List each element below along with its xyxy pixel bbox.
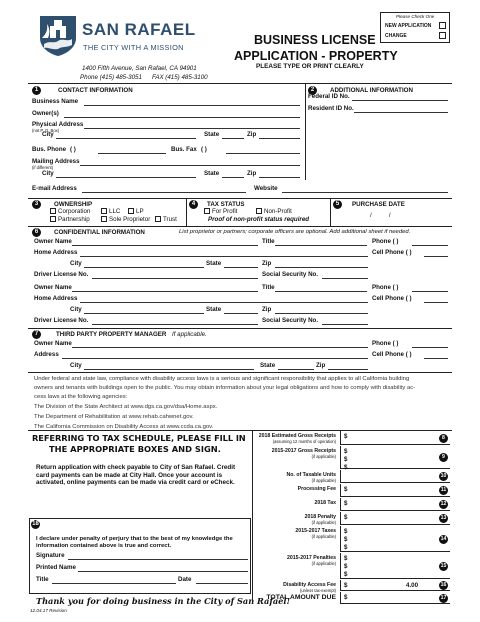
tax-row-sublabel: (if applicable)	[311, 478, 336, 483]
proof-nonprofit-note: Proof of non-profit status required	[208, 216, 310, 223]
owner-1-title-label-field[interactable]	[275, 245, 367, 246]
city-address: 1400 Fifth Avenue, San Rafael, CA 94901	[82, 65, 197, 72]
tax-table-divider	[252, 430, 253, 604]
physical-address-label: Physical Address	[32, 121, 84, 128]
tax-row-label: TOTAL AMOUNT DUE	[266, 594, 336, 601]
non-profit-checkbox[interactable]	[256, 208, 262, 214]
tax-amount-field[interactable]: $	[344, 456, 348, 463]
owner-2-ssn-label: Social Security No.	[262, 317, 319, 324]
owner-2-cell-phone-label: Cell Phone ( )	[372, 295, 412, 302]
section-2-border	[305, 84, 306, 180]
section-5-title: PURCHASE DATE	[352, 201, 405, 208]
sole-proprietor-option[interactable]	[101, 216, 150, 223]
revision-note: 12.04.17 Revision	[30, 608, 67, 613]
new-application-label: NEW APPLICATION	[385, 23, 432, 29]
tax-row	[340, 526, 450, 552]
mailing-address-field[interactable]	[80, 165, 300, 166]
section-4-title: TAX STATUS	[207, 201, 245, 208]
owner-1-phone-field[interactable]	[412, 245, 448, 246]
section-2-number: 2	[308, 86, 317, 95]
tax-row-sublabel: (if applicable)	[311, 520, 336, 525]
zip-label-2: Zip	[247, 170, 257, 177]
tax-heading-line1: REFERRING TO TAX SCHEDULE, PLEASE FILL IN	[32, 433, 246, 443]
section-4-border	[186, 199, 187, 226]
tax-row-number: 11	[440, 487, 447, 493]
title-field[interactable]	[52, 583, 176, 584]
tax-row-sublabel: (assuming 12 months of operation)	[272, 439, 336, 444]
owner-2-ssn-field[interactable]	[322, 324, 368, 325]
tax-amount-field[interactable]: $	[344, 563, 348, 570]
signature-label: Signature	[36, 552, 65, 559]
owner-2-title-label-field[interactable]	[275, 291, 367, 292]
manager-city-label: City	[70, 362, 82, 369]
tax-row-number: 12	[440, 501, 447, 507]
tax-row-number: 17	[440, 594, 447, 601]
owner-1-driver-license-label: Driver License No.	[34, 271, 89, 278]
purchase-date-field[interactable]: / /	[370, 212, 391, 219]
tax-amount-field[interactable]: $	[344, 448, 348, 455]
website-label: Website	[254, 185, 278, 192]
federal-id-field[interactable]	[352, 100, 448, 101]
section-4-number: 4	[189, 200, 198, 209]
tax-row-number: 8	[439, 434, 448, 443]
owner-1-home-address-label: Home Address	[34, 249, 78, 256]
owner-2-driver-license-field[interactable]	[92, 324, 258, 325]
tax-row-number: 9	[439, 453, 448, 462]
application-type-box	[380, 12, 450, 43]
physical-address-field[interactable]	[84, 128, 300, 129]
section-1-number: 1	[32, 86, 41, 95]
new-application-checkbox[interactable]	[439, 22, 446, 29]
owner-2-phone-label: Phone ( )	[372, 284, 399, 291]
bus-phone-label: Bus. Phone	[32, 146, 67, 153]
owner-2-phone-field[interactable]	[412, 291, 448, 292]
owner-2-home-address-label: Home Address	[34, 295, 78, 302]
accessibility-line-3: cess laws at the following agencies:	[34, 393, 128, 400]
thank-you-message: Thank you for doing business in the City of San Rafael!	[36, 596, 291, 606]
tax-amount-field[interactable]: $	[344, 536, 348, 543]
section-6-number: 6	[32, 228, 41, 237]
owner-1-ssn-field[interactable]	[322, 278, 368, 279]
owner-2-driver-license-label: Driver License No.	[34, 317, 89, 324]
owner-2-state-field[interactable]	[224, 313, 258, 314]
owner-1-owner-name-label: Owner Name	[34, 238, 72, 245]
tax-amount-field[interactable]: $	[344, 594, 348, 601]
logo-name: SAN RAFAEL	[82, 20, 196, 39]
tax-heading-line2: THE APPROPRIATE BOXES AND SIGN.	[49, 444, 221, 454]
city-label-1: City	[42, 131, 54, 138]
declaration-text: I declare under penalty of perjury that to the best of my knowledge the information contained above is true and correct.	[36, 536, 233, 550]
email-field[interactable]	[82, 192, 246, 193]
website-field[interactable]	[282, 192, 448, 193]
corporation-checkbox[interactable]	[50, 208, 56, 214]
manager-cell-field[interactable]	[424, 358, 448, 359]
tax-row-label: No. of Taxable Units	[286, 472, 336, 478]
owners-label: Owner(s)	[32, 110, 59, 117]
tax-amount-field[interactable]: $	[344, 544, 348, 551]
divider	[28, 83, 452, 84]
tax-amount-field[interactable]: $	[344, 486, 348, 493]
llc-label: LLC	[109, 208, 121, 215]
tax-row-sublabel: (if applicable)	[311, 534, 336, 539]
section-6-title: CONFIDENTIAL INFORMATION	[54, 229, 145, 236]
tax-amount-field[interactable]: $	[344, 571, 348, 578]
state-label-1: State	[204, 131, 220, 138]
mission-logo-icon	[38, 14, 78, 56]
state-field-2[interactable]	[222, 177, 244, 178]
owner-1-city-label: City	[70, 260, 82, 267]
owner-1-owner-name-field[interactable]	[72, 245, 258, 246]
tax-amount-field[interactable]: $	[344, 433, 348, 440]
manager-name-field[interactable]	[72, 347, 368, 348]
owner-2-home-address-field[interactable]	[80, 302, 368, 303]
manager-zip-field[interactable]	[328, 369, 368, 370]
tax-row-label: 2015-2017 Penalties	[286, 555, 336, 561]
date-label: Date	[178, 576, 192, 583]
manager-address-label: Address	[34, 351, 59, 358]
tax-amount-field[interactable]: $	[344, 500, 348, 507]
owner-2-zip-field[interactable]	[275, 313, 368, 314]
section-3-title: OWNERSHIP	[54, 201, 93, 208]
manager-state-label: State	[260, 362, 276, 369]
email-label: E-mail Address	[32, 185, 77, 192]
section-5-border	[330, 199, 331, 226]
owner-1-home-address-field[interactable]	[80, 256, 368, 257]
llc-option[interactable]	[101, 208, 120, 215]
return-instructions: Return application with check payable to City of San Rafael. Credit card payments can be made at City Hall. Once your account is activated, online payments can be made via credit card or eCheck.	[36, 464, 236, 487]
change-checkbox[interactable]	[439, 32, 446, 39]
section-5-number: 5	[333, 200, 342, 209]
divider	[28, 198, 452, 199]
logo-tagline: THE CITY WITH A MISSION	[83, 43, 184, 52]
owner-1-title-label-label: Title	[262, 238, 275, 245]
tax-amount-field[interactable]: $	[344, 582, 348, 589]
for-profit-label: For Profit	[212, 208, 238, 215]
bus-fax-label: Bus. Fax	[171, 146, 197, 153]
tax-row	[340, 446, 450, 469]
non-profit-option[interactable]	[256, 208, 292, 215]
zip-field-1[interactable]	[259, 138, 300, 139]
date-field[interactable]	[196, 583, 248, 584]
for-profit-option[interactable]	[204, 208, 237, 215]
tax-row-sublabel: (unless tax-exempt)	[300, 588, 336, 593]
manager-name-label: Owner Name	[34, 340, 72, 347]
agency-ccda: The California Commission on Disability Access at www.ccda.ca.gov.	[34, 423, 214, 430]
tax-row-label: 2018 Estimated Gross Receipts	[258, 433, 336, 439]
corporation-label: Corporation	[58, 208, 91, 215]
tax-row	[340, 512, 450, 525]
bus-fax-paren: ( )	[201, 146, 207, 153]
divider	[28, 328, 452, 329]
tax-row	[340, 484, 450, 497]
declaration-number: 18	[32, 521, 39, 527]
owner-2-owner-name-label: Owner Name	[34, 284, 72, 291]
owner-1-city-field[interactable]	[84, 267, 204, 268]
state-field-1[interactable]	[222, 138, 244, 139]
city-fax: FAX (415) 485-3100	[152, 74, 208, 81]
corporation-option[interactable]	[50, 208, 90, 215]
business-name-label: Business Name	[32, 98, 79, 105]
owner-2-cell-phone-field[interactable]	[424, 302, 448, 303]
owner-1-driver-license-field[interactable]	[92, 278, 258, 279]
tax-amount-field[interactable]: $	[344, 528, 348, 535]
city-field-2[interactable]	[56, 177, 196, 178]
section-3-number: 3	[32, 200, 41, 209]
section-7-note: If applicable.	[172, 331, 207, 338]
divider	[28, 226, 452, 227]
tax-row	[340, 580, 450, 591]
zip-field-2[interactable]	[259, 177, 300, 178]
tax-row-label: Disability Access Fee	[283, 582, 336, 588]
tax-row-number: 10	[440, 473, 447, 479]
physical-address-note: (not P. O. Box)	[32, 128, 60, 133]
resident-id-field[interactable]	[354, 112, 448, 113]
trust-option[interactable]	[155, 216, 177, 223]
city-logo	[38, 14, 218, 60]
state-label-2: State	[204, 170, 220, 177]
owner-1-ssn-label: Social Security No.	[262, 271, 319, 278]
owner-1-cell-phone-label: Cell Phone ( )	[372, 249, 412, 256]
printed-name-field[interactable]	[78, 571, 248, 572]
federal-id-label: Federal ID No.	[308, 93, 350, 100]
non-profit-label: Non-Profit	[264, 208, 292, 215]
form-title-line2: APPLICATION - PROPERTY	[234, 49, 398, 63]
signature-field[interactable]	[68, 559, 248, 560]
tax-row-number: 13	[440, 515, 447, 521]
manager-state-field[interactable]	[278, 369, 314, 370]
manager-zip-label: Zip	[316, 362, 326, 369]
tax-amount-field[interactable]: $	[344, 514, 348, 521]
partnership-checkbox[interactable]	[50, 216, 56, 222]
owner-2-owner-name-field[interactable]	[72, 291, 258, 292]
owner-2-zip-label: Zip	[262, 306, 272, 313]
resident-id-label: Resident ID No.	[308, 105, 354, 112]
owner-1-state-field[interactable]	[224, 267, 258, 268]
tax-row	[340, 470, 450, 483]
bus-phone-field[interactable]	[98, 153, 166, 154]
tax-row-number: 14	[440, 535, 447, 542]
manager-phone-field[interactable]	[412, 347, 448, 348]
agency-dsa: The Division of the State Architect at www.dgs.ca.gov/dsa/Home.aspx.	[34, 404, 218, 411]
owner-2-state-label: State	[206, 306, 222, 313]
trust-checkbox[interactable]	[155, 216, 161, 222]
lp-label: LP	[136, 208, 144, 215]
tax-amount-value: 4.00	[406, 582, 419, 589]
tax-amount-field[interactable]: $	[344, 464, 348, 471]
owner-1-cell-phone-field[interactable]	[424, 256, 448, 257]
manager-phone-label: Phone ( )	[372, 340, 399, 347]
lp-option[interactable]	[128, 208, 144, 215]
tax-amount-field[interactable]: $	[344, 555, 348, 562]
city-field-1[interactable]	[56, 138, 196, 139]
section-7-number: 7	[32, 330, 41, 339]
tax-row-label: 2018 Tax	[314, 500, 336, 506]
form-title-line1: BUSINESS LICENSE	[254, 33, 376, 47]
accessibility-notice	[34, 375, 454, 432]
tax-row-sublabel: (if applicable)	[311, 561, 336, 566]
tax-row	[340, 498, 450, 511]
bus-phone-paren: ( )	[70, 146, 76, 153]
tax-row-label: 2015-2017 Gross Receipts	[271, 448, 336, 454]
type-or-print-instruction: PLEASE TYPE OR PRINT CLEARLY	[256, 63, 364, 70]
bus-fax-field[interactable]	[226, 153, 300, 154]
owner-2-title-label-label: Title	[262, 284, 275, 291]
tax-row-label: Processing Fee	[297, 486, 336, 492]
title-label: Title	[36, 576, 49, 583]
accessibility-line-1: Under federal and state law, compliance with disability access laws is a serious and significant responsibility that applies to all California building	[34, 376, 410, 382]
owner-2-city-field[interactable]	[84, 313, 204, 314]
zip-label-1: Zip	[247, 131, 257, 138]
lp-checkbox[interactable]	[128, 208, 134, 214]
partnership-option[interactable]	[50, 216, 90, 223]
llc-checkbox[interactable]	[101, 208, 107, 214]
manager-address-field[interactable]	[62, 358, 368, 359]
tax-row-number: 15	[440, 562, 447, 569]
owner-1-state-label: State	[206, 260, 222, 267]
divider	[28, 372, 452, 373]
tax-row-label: 2018 Penalty	[304, 514, 336, 520]
owner-2-city-label: City	[70, 306, 82, 313]
sole-proprietor-label: Sole Proprietor	[109, 216, 151, 223]
sole-proprietor-checkbox[interactable]	[101, 216, 107, 222]
section-6-note: List proprietor or partners; corporate officers are optional. Add additional sheet if needed.	[179, 229, 411, 235]
manager-cell-label: Cell Phone ( )	[372, 351, 412, 358]
tax-row-label: 2015-2017 Taxes	[295, 528, 336, 534]
tax-row-number: 16	[440, 582, 447, 588]
owner-1-phone-label: Phone ( )	[372, 238, 399, 245]
tax-row	[340, 553, 450, 579]
change-label: CHANGE	[385, 33, 407, 39]
tax-row	[340, 592, 450, 604]
check-one-label: Please Check One	[396, 14, 435, 19]
owner-1-zip-field[interactable]	[275, 267, 368, 268]
section-1-title: CONTACT INFORMATION	[58, 87, 133, 94]
agency-rehab: The Department of Rehabilitation at www.rehab.cahwnet.gov.	[34, 414, 194, 421]
partnership-label: Partnership	[58, 216, 90, 223]
mailing-address-note: (if different)	[32, 165, 54, 170]
city-phone: Phone (415) 485-3051	[80, 74, 142, 81]
mailing-address-label: Mailing Address	[32, 158, 80, 165]
business-name-field[interactable]	[84, 105, 300, 106]
manager-city-field[interactable]	[84, 369, 254, 370]
owners-field[interactable]	[64, 117, 300, 118]
trust-label: Trust	[163, 216, 177, 223]
accessibility-line-2: owners and tenants with buildings open to the public. You may obtain information about your legal obligations and how to comply with disability ac-	[34, 384, 416, 391]
tax-row-sublabel: (if applicable)	[311, 454, 336, 459]
for-profit-checkbox[interactable]	[204, 208, 210, 214]
section-7-title: THIRD PARTY PROPERTY MANAGER	[56, 331, 167, 338]
printed-name-label: Printed Name	[36, 564, 76, 571]
city-label-2: City	[42, 170, 54, 177]
section-2-title: ADDITIONAL INFORMATION	[330, 87, 413, 94]
owner-1-zip-label: Zip	[262, 260, 272, 267]
tax-row	[340, 431, 450, 445]
